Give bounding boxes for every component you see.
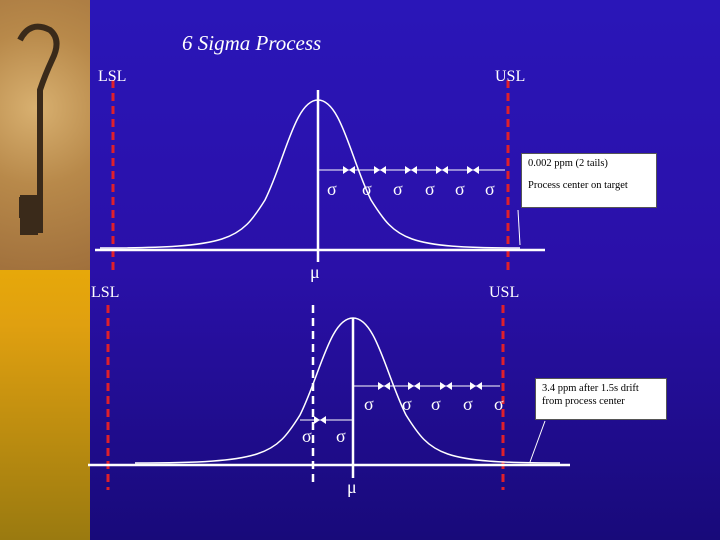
top-note-box [521, 153, 657, 208]
bottom-note-line1: 3.4 ppm after 1.5s drift [542, 383, 639, 394]
bottom-usl-label: USL [489, 284, 520, 301]
bottom-sigma-3: σ [431, 394, 441, 414]
top-usl-label: USL [495, 68, 526, 85]
bottom-pointer [530, 421, 545, 462]
bottom-sigma-2: σ [402, 394, 412, 414]
top-sigma-1: σ [327, 179, 337, 199]
slide-title: 6 Sigma Process [182, 31, 322, 55]
bottom-sigma-ticks [314, 382, 482, 424]
top-pointer [518, 210, 520, 245]
top-sigma-3: σ [393, 179, 403, 199]
top-mu-symbol: μ [310, 262, 320, 282]
bottom-sigma-1: σ [364, 394, 374, 414]
bottom-sigma-6: σ [302, 426, 312, 446]
bottom-sigma-5: σ [494, 394, 504, 414]
top-sigma-5: σ [455, 179, 465, 199]
top-sigma-2: σ [362, 179, 372, 199]
bottom-normal-curve [135, 318, 560, 463]
top-sigma-4: σ [425, 179, 435, 199]
bottom-note-box [535, 378, 667, 420]
bottom-sigma-7: σ [336, 426, 346, 446]
bottom-lsl-label: LSL [91, 284, 120, 301]
top-normal-curve [100, 100, 520, 248]
bottom-note-line2: from process center [542, 396, 625, 407]
top-note-line1: 0.002 ppm (2 tails) [528, 158, 608, 169]
top-panel [95, 80, 545, 270]
top-lsl-label: LSL [98, 68, 127, 85]
top-sigma-6: σ [485, 179, 495, 199]
bottom-sigma-4: σ [463, 394, 473, 414]
bottom-mu-symbol: μ [347, 477, 357, 497]
top-note-line2: Process center on target [528, 180, 628, 191]
